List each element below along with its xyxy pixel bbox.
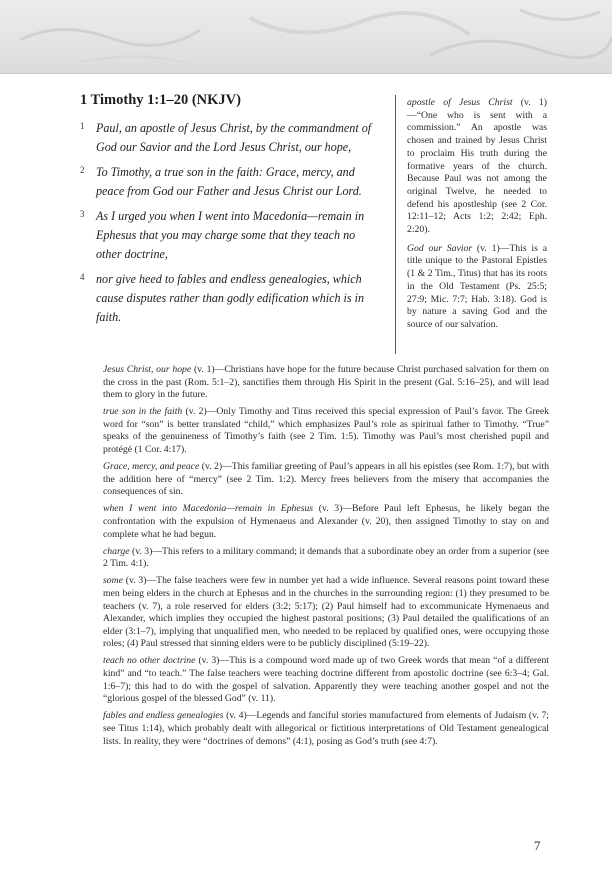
note-term: Jesus Christ, our hope [103,364,192,375]
verse [80,270,380,327]
sidebar-notes [407,97,547,338]
verse [80,119,380,157]
commentary-note [103,503,549,541]
note-body: (v. 1)—This is a title unique to the Pastoral Epistles (1 & 2 Tim., Titus) that has its roots in the Old Testament (Ps. 25:5; 27:9; Mic. 7:7; Hab. 3:18). God is by nature a saving God and the source of our salvation. [407,242,547,330]
commentary-note [103,655,549,705]
verse-number: 1 [80,121,85,131]
note-body: (v. 2)—Only Timothy and Titus received this special expression of Paul’s favor. The Greek word for “son” is better translated “child,” which emphasizes Paul’s role as spiritual father to Timothy. “True” speaks of the genuineness of Timothy’s faith (see 2 Tim. 1:5). Timothy was Paul’s most cherished pupil and protégé (1 Cor. 4:17). [103,406,549,456]
commentary-note [103,461,549,499]
header-banner [0,0,612,74]
commentary-notes [103,364,549,753]
note-body: (v. 3)—Before Paul left Ephesus, he likely began the confrontation with the expulsion of Hymenaeus and Alexander (v. 20), then assigned Timothy to stay on and complete what he had begun. [103,503,549,540]
note-body: (v. 3)—The false teachers were few in number yet had a wide influence. Several reasons point toward these men being elders in the church at Ephesus and in the churches in the surrounding region: (1) they presumed to be teachers (v. 7), a role reserved for elders (3:2; 5:17); (2) Paul himself had to excommunicate Hymenaeus and Alexander, which implies they occupied the highest pastoral positions; (3) Paul detailed the qualifications of an elder (3:1–7), implying that unqualified men, who needed to be replaced by qualified ones, were occupying those roles; (4) Paul stressed that sinning elders were to be publicly disciplined (5:19–22). [103,575,549,650]
verse [80,163,380,201]
note-term: apostle of Jesus Christ [407,97,513,108]
note-body: (v. 3)—This is a compound word made up of two Greek words that mean “of a different kind” and “to teach.” The false teachers were teaching doctrine different from apostolic doctrine (see 6:3–4; Gal. 1:6–7); this had to do with the gospel of salvation. Apparently they were teaching another gospel and not the “glorious gospel of the blessed God” (v. 11). [103,655,549,705]
commentary-note [103,406,549,456]
scripture-passage [80,92,380,333]
note-term: teach no other doctrine [103,655,196,667]
column-divider [395,95,396,354]
commentary-note [103,710,549,748]
banner-texture [0,0,612,73]
note-term: when I went into Macedonia—remain in Ephesus [103,503,314,515]
note-body: (v. 3)—This refers to a military command; it demands that a subordinate obey an order from a superior (see 2 Tim. 4:1). [103,545,549,570]
verse [80,207,380,264]
commentary-note [103,364,549,402]
verse-number: 2 [80,165,85,175]
verse-number: 4 [80,272,85,282]
sidebar-note [407,243,547,332]
verse-text: To Timothy, a true son in the faith: Grace, mercy, and peace from God our Father and Jesus Christ our Lord. [96,165,362,198]
note-body: (v. 1)—Christians have hope for the future because Christ purchased salvation for them on the cross in the past (Rom. 5:1–2), sanctifies them through His Spirit in the present (Gal. 5:16–25), and will lead them to glory in the future. [103,364,550,401]
note-body: (v. 4)—Legends and fanciful stories manufactured from elements of Judaism (v. 7; see Titus 1:14), which probably dealt with allegorical or fictitious interpretations of Old Testament genealogical lists. In reality, they were “doctrines of demons” (4:1), posing as God’s truth (see 4:7). [103,710,549,747]
commentary-note [103,546,549,571]
verse-number: 3 [80,209,85,219]
sidebar-note [407,97,547,237]
note-term: true son in the faith [103,406,183,418]
note-term: fables and endless genealogies [103,710,224,722]
note-term: God our Savior [407,242,473,254]
note-term: some [103,575,123,587]
commentary-note [103,575,549,651]
page-number: 7 [534,838,541,853]
passage-title: 1 Timothy 1:1–20 (NKJV) [80,92,241,108]
note-body: (v. 2)—This familiar greeting of Paul’s appears in all his epistles (see Rom. 1:7), but with the addition here of “mercy” (see 2 Tim. 1:2). Mercy frees believers from the misery that accompanies the consequences of sin. [103,461,549,498]
note-body: (v. 1)—“One who is sent with a commission.” An apostle was chosen and trained by Jesus Christ to proclaim His truth during the formative years of the church. Because Paul was not among the original Twelve, he needed to defend his apostleship (see 2 Cor. 12:11–12; Acts 1:2; 2:42; Eph. 2:20). [407,97,547,236]
verse-text: Paul, an apostle of Jesus Christ, by the commandment of God our Savior and the Lord Jesus Christ, our hope, [96,121,372,154]
verse-text: As I urged you when I went into Macedonia—remain in Ephesus that you may charge some that they teach no other doctrine, [96,209,365,261]
note-term: Grace, mercy, and peace [103,461,200,473]
verse-text: nor give heed to fables and endless genealogies, which cause disputes rather than godly edification which is in faith. [96,272,365,324]
note-term: charge [103,545,130,557]
